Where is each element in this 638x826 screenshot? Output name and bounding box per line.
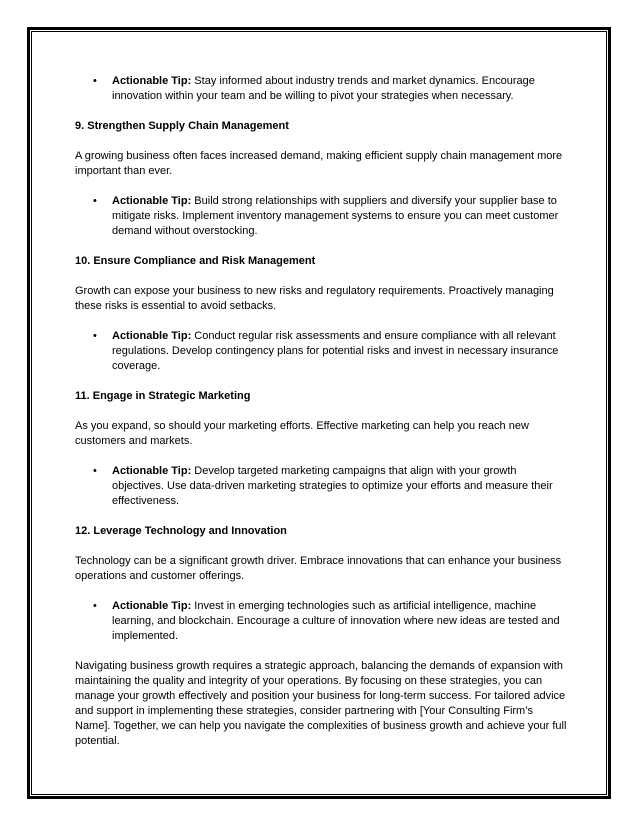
tip-label: Actionable Tip:	[112, 600, 192, 612]
tip-text: Conduct regular risk assessments and ensure compliance with all relevant regulations. Develop contingency plans for potential risks and invest in necessary insurance coverage.	[112, 330, 559, 372]
tip-label: Actionable Tip:	[112, 195, 192, 207]
bullet-icon: •	[93, 75, 97, 87]
section-heading: 9. Strengthen Supply Chain Management	[75, 120, 289, 132]
section-paragraph: Technology can be a significant growth driver. Embrace innovations that can enhance your business operations and customer offerings.	[75, 555, 562, 582]
bullet-item	[75, 194, 567, 239]
document-body	[75, 74, 567, 749]
section-heading: 10. Ensure Compliance and Risk Management	[75, 255, 316, 267]
section-paragraph: As you expand, so should your marketing efforts. Effective marketing can help you reach new customers and markets.	[75, 420, 529, 447]
bullet-item	[75, 599, 567, 644]
bullet-item	[75, 464, 567, 509]
bullet-icon: •	[93, 330, 97, 342]
tip-label: Actionable Tip:	[112, 465, 192, 477]
section-heading: 11. Engage in Strategic Marketing	[75, 390, 251, 402]
tip-text: Stay informed about industry trends and market dynamics. Encourage innovation within your team and be willing to pivot your strategies when necessary.	[112, 75, 535, 102]
tip-text: Build strong relationships with suppliers and diversify your supplier base to mitigate risks. Implement inventory management systems to ensure you can meet customer demand without overstocking.	[112, 195, 559, 237]
tip-label: Actionable Tip:	[112, 75, 192, 87]
section-paragraph: Growth can expose your business to new risks and regulatory requirements. Proactively managing these risks is essential to avoid setbacks.	[75, 285, 554, 312]
tip-text: Develop targeted marketing campaigns that align with your growth objectives. Use data-driven marketing strategies to optimize your efforts and measure their effectiveness.	[112, 465, 553, 507]
bullet-icon: •	[93, 195, 97, 207]
bullet-item	[75, 329, 567, 374]
section-heading: 12. Leverage Technology and Innovation	[75, 525, 287, 537]
conclusion-paragraph: Navigating business growth requires a strategic approach, balancing the demands of expansion with maintaining the quality and integrity of your operations. By focusing on these strategies, you can manage your growth effectively and position your business for long-term success. For tailored advice and support in implementing these strategies, consider partnering with [Your Consulting Firm’s Name]. Together, we can help you navigate the complexities of business growth and achieve your full potential.	[75, 660, 567, 747]
bullet-icon: •	[93, 600, 97, 612]
bullet-item	[75, 74, 567, 104]
tip-label: Actionable Tip:	[112, 330, 192, 342]
section-paragraph: A growing business often faces increased demand, making efficient supply chain management more important than ever.	[75, 150, 563, 177]
bullet-icon: •	[93, 465, 97, 477]
tip-text: Invest in emerging technologies such as artificial intelligence, machine learning, and blockchain. Encourage a culture of innovation where new ideas are tested and implemented.	[112, 600, 560, 642]
